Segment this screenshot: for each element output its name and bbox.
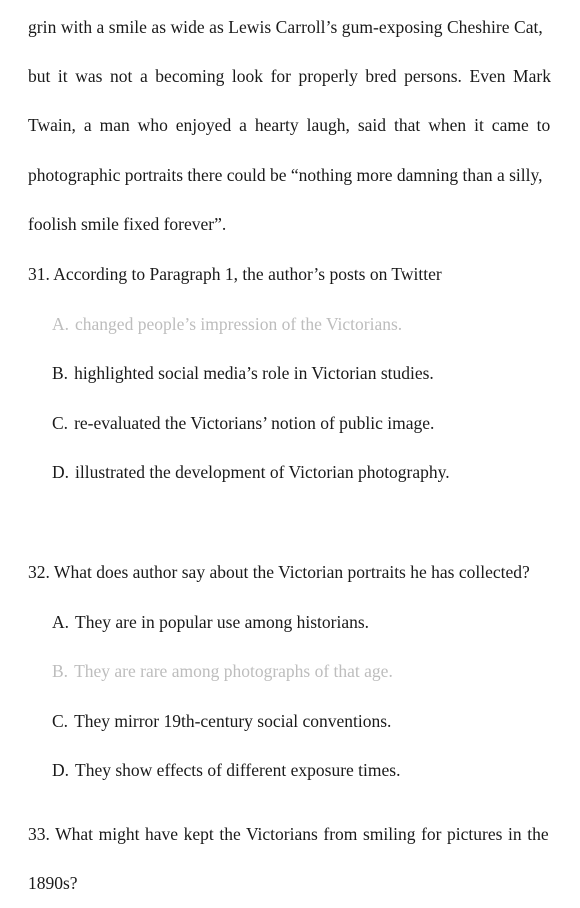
q32-option-a-letter: A. [52,612,70,632]
q31-option-c-text: re-evaluated the Victorians’ notion of public image. [74,413,435,433]
question-33-stem-line-1: 33. What might have kept the Victorians from smiling for pictures in the [28,824,549,844]
q31-option-a-text: changed people’s impression of the Victorians. [75,314,403,334]
q31-option-d-letter: D. [52,462,70,482]
passage-line-5: foolish smile fixed forever”. [28,214,227,234]
q32-option-d-letter: D. [52,760,70,780]
q32-option-d[interactable] [52,759,400,781]
q31-option-c-letter: C. [52,413,69,433]
q31-option-b[interactable] [52,362,434,384]
passage-line-2: but it was not a becoming look for properly bred persons. Even Mark [28,66,551,86]
passage-line-4: photographic portraits there could be “nothing more damning than a silly, [28,165,543,185]
q32-option-d-text: They show effects of different exposure times. [75,760,401,780]
q32-option-c-text: They mirror 19th-century social conventions. [74,711,392,731]
q31-option-a[interactable] [52,313,402,335]
q31-option-b-letter: B. [52,363,69,383]
q31-option-a-letter: A. [52,314,70,334]
question-31-stem: 31. According to Paragraph 1, the author’s posts on Twitter [28,264,442,284]
q32-option-b-text: They are rare among photographs of that age. [74,661,393,681]
q32-option-c-letter: C. [52,711,69,731]
q31-option-b-text: highlighted social media’s role in Victorian studies. [74,363,434,383]
q31-option-d[interactable] [52,461,450,483]
passage-line-1-text: grin with a smile as wide as Lewis Carroll’s gum-exposing Cheshire Cat, [28,17,543,37]
question-33-stem-line-2: 1890s? [28,873,78,893]
q31-option-d-text: illustrated the development of Victorian photography. [75,462,450,482]
q32-option-a-text: They are in popular use among historians. [75,612,370,632]
q32-option-b-letter: B. [52,661,69,681]
passage-line-1 [28,16,558,38]
question-32-stem: 32. What does author say about the Victorian portraits he has collected? [28,562,530,582]
passage-line-3: Twain, a man who enjoyed a hearty laugh, said that when it came to [28,115,551,135]
q32-option-c[interactable] [52,710,391,732]
q31-option-c[interactable] [52,412,434,434]
q32-option-b[interactable] [52,660,393,682]
q32-option-a[interactable] [52,611,369,633]
